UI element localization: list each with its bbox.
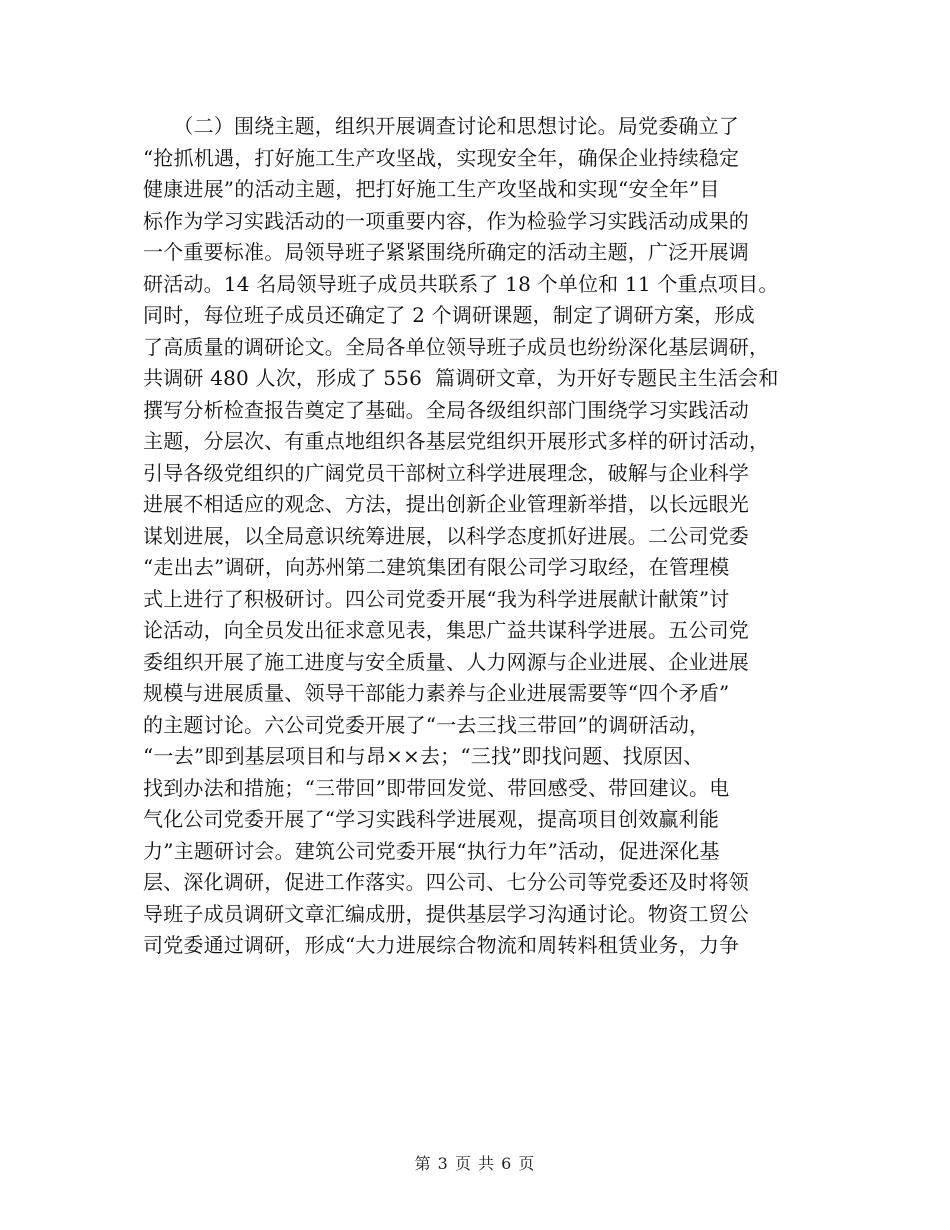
text-line: 导班子成员调研文章汇编成册，提供基层学习沟通讨论。物资工贸公 <box>143 901 749 926</box>
text-line: 力”主题研讨会。建筑公司党委开展“执行力年”活动，促进深化基 <box>143 838 720 863</box>
text-line: 共调研 480 人次，形成了 556 篇调研文章，为开好专题民主生活会和 <box>143 366 779 390</box>
page-footer: 第 3 页 共 6 页 <box>414 1154 536 1173</box>
text-line: 引导各级党组织的广阔党员干部树立科学进展理念，破解与企业科学 <box>143 460 749 485</box>
text-line: 气化公司党委开展了“学习实践科学进展观，提高项目创效赢利能 <box>143 807 720 831</box>
text-line: 式上进行了积极研讨。四公司党委开展“我为科学进展献计献策”讨 <box>143 586 730 611</box>
text-line: 谋划进展，以全局意识统筹进展，以科学态度抓好进展。二公司党委 <box>143 523 749 548</box>
text-line: 委组织开展了施工进度与安全质量、人力网源与企业进展、企业进展 <box>143 649 749 674</box>
text-line: 研活动。14 名局领导班子成员共联系了 18 个单位和 11 个重点项目。 <box>143 271 779 296</box>
text-line: 的主题讨论。六公司党委开展了“一去三找三带回”的调研活动， <box>143 712 710 737</box>
text-line: 了高质量的调研论文。全局各单位领导班子成员也纷纷深化基层调研， <box>143 334 770 359</box>
text-line: 健康进展”的活动主题，把打好施工生产攻坚战和实现“安全年”目 <box>143 177 720 201</box>
body-paragraph <box>143 111 823 962</box>
text-line: 论活动，向全员发出征求意见表，集思广益共谋科学进展。五公司党 <box>143 618 749 642</box>
text-line: （二）围绕主题，组织开展调查讨论和思想讨论。局党委确立了 <box>143 114 739 138</box>
text-line: 规模与进展质量、领导干部能力素养与企业进展需要等“四个矛盾” <box>143 681 730 705</box>
text-line: “抢抓机遇，打好施工生产攻坚战，实现安全年，确保企业持续稳定 <box>143 145 740 170</box>
text-line: 一个重要标准。局领导班子紧紧围绕所确定的活动主题，广泛开展调 <box>143 240 749 264</box>
text-line: 撰写分析检查报告奠定了基础。全局各级组织部门围绕学习实践活动 <box>143 397 749 422</box>
text-line: 进展不相适应的观念、方法，提出创新企业管理新举措，以长远眼光 <box>143 492 749 516</box>
text-line: “一去”即到基层项目和与昂××去；“三找”即找问题、找原因、 <box>143 744 704 768</box>
text-line: 司党委通过调研，形成“大力进展综合物流和周转料租赁业务，力争 <box>143 933 740 957</box>
text-line: “走出去”调研，向苏州第二建筑集团有限公司学习取经，在管理模 <box>143 555 730 579</box>
text-line: 主题，分层次、有重点地组织各基层党组织开展形式多样的研讨活动， <box>143 429 770 453</box>
text-line: 同时，每位班子成员还确定了 2 个调研课题，制定了调研方案，形成 <box>143 303 755 327</box>
text-line: 标作为学习实践活动的一项重要内容，作为检验学习实践活动成果的 <box>143 208 749 233</box>
text-line: 层、深化调研，促进工作落实。四公司、七分公司等党委还及时将领 <box>143 870 749 894</box>
text-line: 找到办法和措施；“三带回”即带回发觉、带回感受、带回建议。电 <box>143 775 730 800</box>
